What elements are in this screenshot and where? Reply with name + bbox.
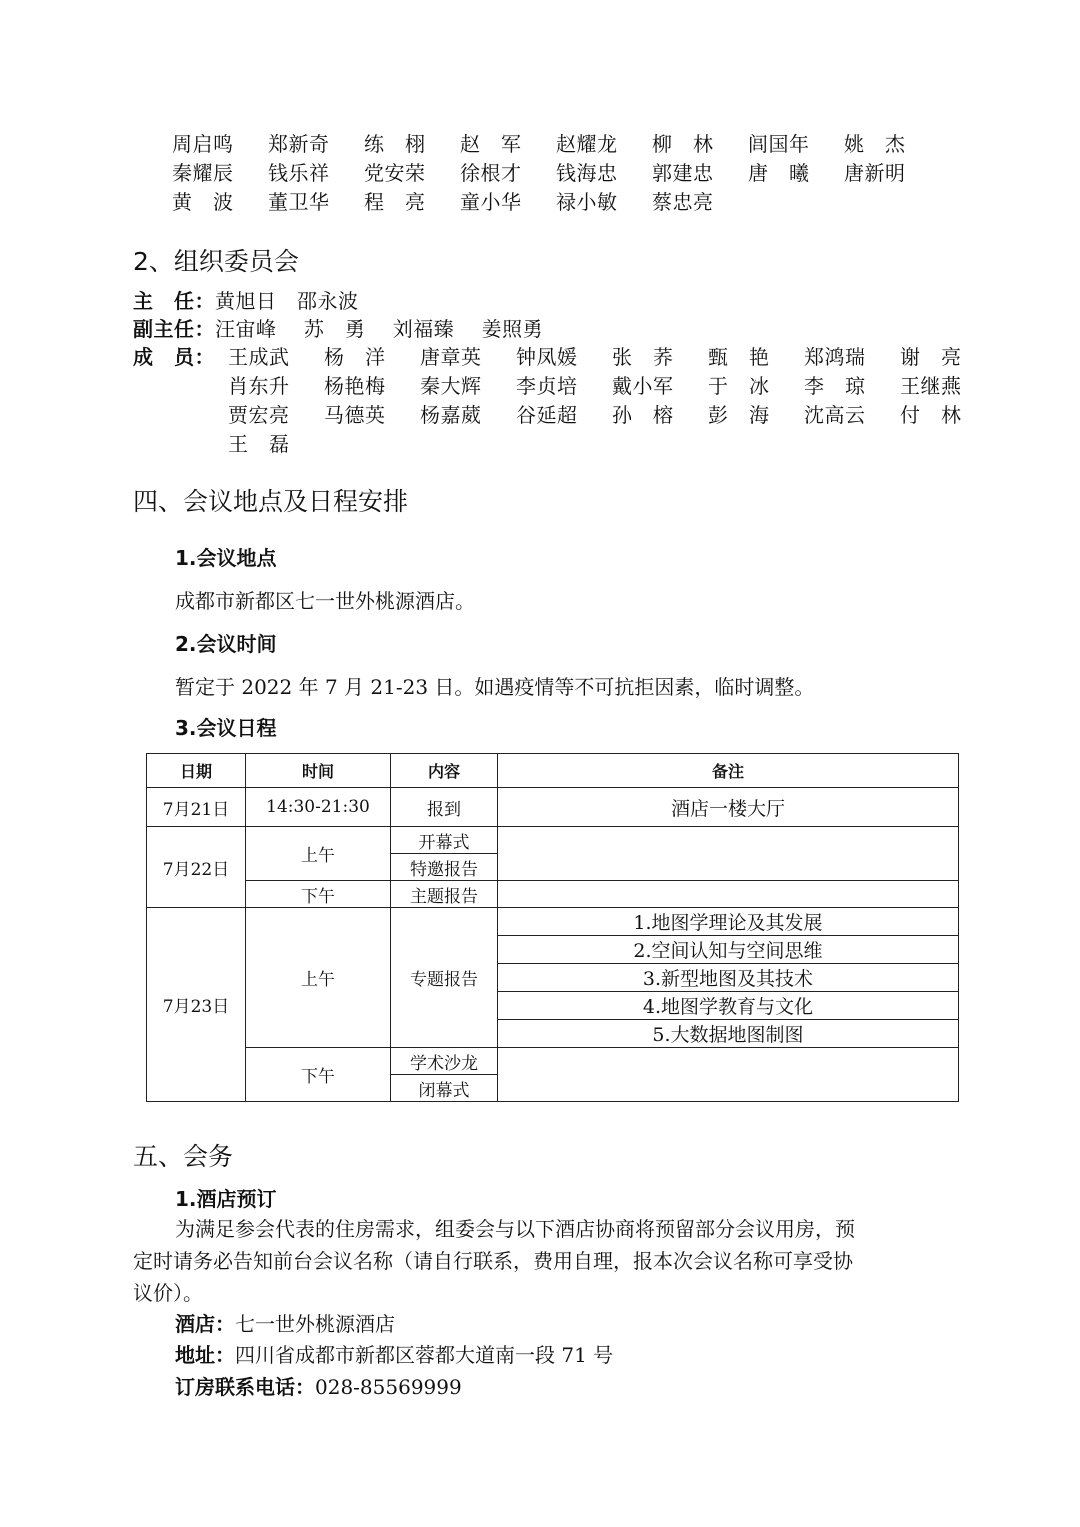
time-cell: 下午: [246, 881, 391, 908]
person-name: 闾国年: [748, 132, 810, 156]
person-name: 杨 洋: [324, 345, 386, 369]
person-name: 王 磊: [228, 432, 290, 456]
booking-para-line1: 为满足参会代表的住房需求，组委会与以下酒店协商将预留部分会议用房，预: [175, 1217, 855, 1241]
date-cell: 7月21日: [147, 788, 246, 827]
schedule-title: 3.会议日程: [175, 716, 277, 740]
person-name: 程 亮: [364, 190, 426, 214]
person-name: 钟凤媛: [516, 345, 578, 369]
table-row: [147, 1048, 959, 1075]
person-name: 董卫华: [268, 190, 330, 214]
booking-para-line2: 定时请务必告知前台会议名称（请自行联系，费用自理，报本次会议名称可享受协: [133, 1249, 853, 1273]
person-name: 杨艳梅: [324, 374, 386, 398]
content-cell: 报到: [391, 788, 498, 827]
members-list: [228, 343, 996, 459]
note-cell: [498, 881, 959, 908]
person-name: 禄小敏: [556, 190, 618, 214]
person-name: 张 荞: [612, 345, 674, 369]
person-name: 钱乐祥: [268, 161, 330, 185]
person-name: 柳 林: [652, 132, 714, 156]
hotel-value: 七一世外桃源酒店: [235, 1312, 395, 1336]
director-line: [133, 287, 359, 316]
person-name: 郭建忠: [652, 161, 714, 185]
topic-cell: 3.新型地图及其技术: [498, 964, 959, 992]
table-row: [147, 827, 959, 854]
note-cell: [498, 1048, 959, 1102]
header-note: 备注: [498, 754, 959, 788]
content-cell: 主题报告: [391, 881, 498, 908]
person-name: 蔡忠亮: [652, 190, 714, 214]
time-cell: 上午: [246, 908, 391, 1048]
section4-heading: 四、会议地点及日程安排: [133, 487, 409, 516]
content-cell: 闭幕式: [391, 1075, 498, 1102]
person-name: 孙 榕: [612, 403, 674, 427]
topic-cell: 5.大数据地图制图: [498, 1020, 959, 1048]
person-name: 姚 杰: [844, 132, 906, 156]
time-cell: 上午: [246, 827, 391, 881]
address-value: 四川省成都市新都区蓉都大道南一段 71 号: [235, 1343, 614, 1367]
content-cell: 学术沙龙: [391, 1048, 498, 1075]
table-header-row: [147, 754, 959, 788]
person-name: 秦耀辰: [172, 161, 234, 185]
content-cell: 特邀报告: [391, 854, 498, 881]
name-row: [172, 130, 940, 159]
person-name: 甄 艳: [708, 345, 770, 369]
deputy-label: 副主任：: [133, 317, 215, 341]
address-line: [175, 1339, 613, 1368]
person-name: 王继燕: [900, 374, 962, 398]
member-row: [228, 343, 996, 372]
person-name: 谷延超: [516, 403, 578, 427]
phone-value: 028-85569999: [315, 1375, 462, 1399]
member-row: [228, 430, 996, 459]
person-name: 杨嘉葳: [420, 403, 482, 427]
person-name: 戴小军: [612, 374, 674, 398]
hotel-line: [175, 1308, 395, 1337]
member-row: [228, 372, 996, 401]
phone-label: 订房联系电话：: [175, 1375, 315, 1399]
members-label: 成 员：: [133, 345, 215, 369]
org-committee-heading: 2、组织委员会: [133, 247, 299, 276]
phone-line: [175, 1371, 462, 1400]
note-cell: [498, 827, 959, 881]
name-list-top: [172, 130, 940, 217]
person-name: 李 琼: [804, 374, 866, 398]
name-row: [172, 159, 940, 188]
section5-heading: 五、会务: [133, 1142, 234, 1171]
director-label: 主 任：: [133, 289, 215, 313]
person-name: 唐新明: [844, 161, 906, 185]
topic-cell: 2.空间认知与空间思维: [498, 936, 959, 964]
person-name: 童小华: [460, 190, 522, 214]
person-name: 赵 军: [460, 132, 522, 156]
hotel-booking-title: 1.酒店预订: [175, 1187, 277, 1211]
date-cell: 7月23日: [147, 908, 246, 1102]
person-name: 黄 波: [172, 190, 234, 214]
time-text: 暂定于 2022 年 7 月 21-23 日。如遇疫情等不可抗拒因素，临时调整。: [175, 675, 815, 699]
schedule-table: [146, 753, 959, 1102]
deputy-names: 汪宙峰 苏 勇 刘福臻 姜照勇: [215, 317, 544, 341]
address-label: 地址：: [175, 1343, 235, 1367]
topic-cell: 4.地图学教育与文化: [498, 992, 959, 1020]
members-label-line: [133, 343, 215, 372]
person-name: 王成武: [228, 345, 290, 369]
note-cell: 酒店一楼大厅: [498, 788, 959, 827]
member-row: [228, 401, 996, 430]
person-name: 徐根才: [460, 161, 522, 185]
person-name: 郑鸿瑞: [804, 345, 866, 369]
header-date: 日期: [147, 754, 246, 788]
booking-para-line3: 议价）。: [133, 1281, 203, 1305]
director-names: 黄旭日 邵永波: [215, 289, 359, 313]
header-time: 时间: [246, 754, 391, 788]
person-name: 周启鸣: [172, 132, 234, 156]
table-row: [147, 908, 959, 936]
table-row: [147, 788, 959, 827]
person-name: 唐章英: [420, 345, 482, 369]
person-name: 练 栩: [364, 132, 426, 156]
content-cell: 开幕式: [391, 827, 498, 854]
person-name: 李贞培: [516, 374, 578, 398]
person-name: 贾宏亮: [228, 403, 290, 427]
person-name: 肖东升: [228, 374, 290, 398]
person-name: 党安荣: [364, 161, 426, 185]
time-title: 2.会议时间: [175, 632, 277, 656]
venue-title: 1.会议地点: [175, 546, 277, 570]
person-name: 谢 亮: [900, 345, 962, 369]
time-cell: 14:30-21:30: [246, 788, 391, 827]
deputy-line: [133, 315, 543, 344]
person-name: 马德英: [324, 403, 386, 427]
person-name: 钱海忠: [556, 161, 618, 185]
venue-text: 成都市新都区七一世外桃源酒店。: [175, 589, 475, 613]
person-name: 沈高云: [804, 403, 866, 427]
person-name: 秦大辉: [420, 374, 482, 398]
person-name: 唐 曦: [748, 161, 810, 185]
person-name: 赵耀龙: [556, 132, 618, 156]
person-name: 郑新奇: [268, 132, 330, 156]
person-name: 于 冰: [708, 374, 770, 398]
person-name: 彭 海: [708, 403, 770, 427]
time-cell: 下午: [246, 1048, 391, 1102]
person-name: 付 林: [900, 403, 962, 427]
name-row: [172, 188, 940, 217]
topic-cell: 1.地图学理论及其发展: [498, 908, 959, 936]
header-content: 内容: [391, 754, 498, 788]
hotel-label: 酒店：: [175, 1312, 235, 1336]
date-cell: 7月22日: [147, 827, 246, 908]
table-row: [147, 881, 959, 908]
content-cell: 专题报告: [391, 908, 498, 1048]
